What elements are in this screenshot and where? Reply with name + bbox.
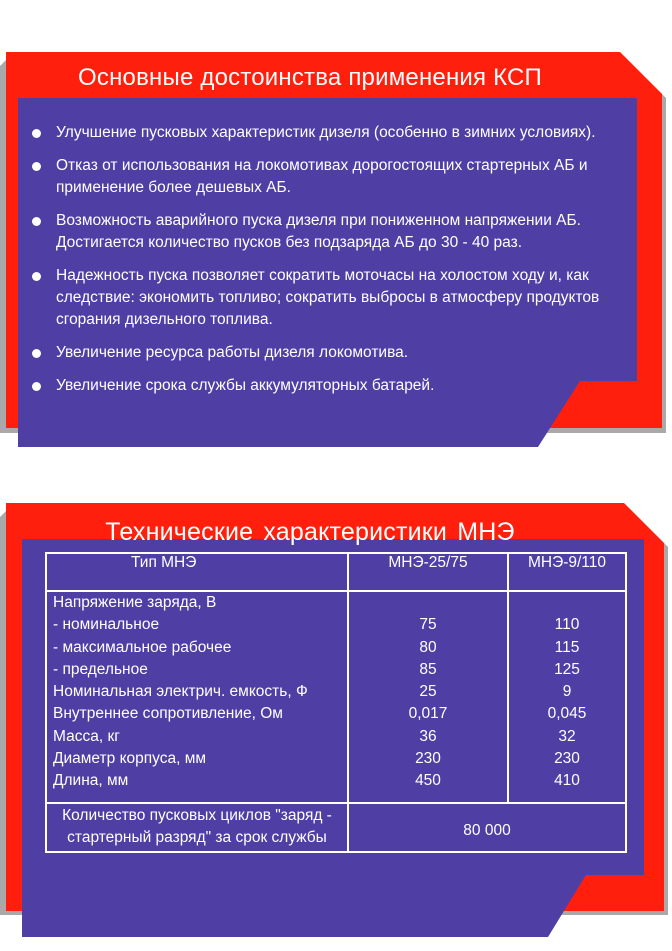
model-b-value: 410 [554,772,580,790]
model-b-values [508,591,626,803]
group-label: Напряжение заряда, В [53,594,217,611]
list-item-text: Возможность аварийного пуска дизеля при пониженном напряжении АБ. Достигается количество пусков без подзаряда АБ до 30 - 40 раз. [56,212,581,251]
param-label: Масса, кг [53,727,120,745]
model-a-values [348,591,508,803]
param-label: Диаметр корпуса, мм [53,750,207,768]
table-header-row [46,553,626,591]
model-a-value: 80 [419,638,437,656]
param-label: Внутреннее сопротивление, Ом [53,705,283,723]
specs-title: Технические характеристики МНЭ [105,518,515,546]
cycles-label [46,803,348,852]
param-label: - номинальное [53,616,160,634]
model-b-value: 115 [554,638,580,656]
spacer [515,592,619,614]
model-a-value: 36 [419,727,437,745]
param-label: - максимальное рабочее [53,638,232,656]
list-item-text: Улучшение пусковых характеристик дизеля (особенно в зимних условиях). [56,124,596,141]
model-b-value: 230 [554,750,580,768]
list-item [30,122,630,144]
bullet-dot-icon [32,217,41,226]
bullet-dot-icon [32,272,41,281]
list-item-text: Увеличение ресурса работы дизеля локомотива. [56,344,409,361]
model-a-value: 450 [415,772,441,790]
model-a-value: 75 [419,616,437,634]
list-item-text: Увеличение срока службы аккумуляторных батарей. [56,377,435,394]
bullet-dot-icon [32,349,41,358]
list-item [30,265,630,331]
list-item [30,375,630,397]
model-b-value: 9 [562,683,572,701]
list-item-text: Надежность пуска позволяет сократить моточасы на холостом ходу и, как следствие: экономить топливо; сократить выбросы в атмосферу продуктов сгорания дизельного топлива. [56,267,600,328]
model-b-value: 125 [554,660,580,678]
param-label: - предельное [53,660,148,678]
model-a-value: 0,017 [408,705,448,723]
advantages-panel [0,48,672,460]
list-item [30,342,630,364]
list-item [30,210,630,254]
header-model-b: МНЭ-9/110 [508,553,626,591]
model-a-value: 85 [419,660,437,678]
advantages-title: Основные достоинства применения КСП [78,64,542,91]
cycles-label-line: Количество пусковых циклов "заряд - [62,806,332,824]
cycles-label-line: стартерный разряд" за срок службы [67,828,327,846]
list-item [30,155,630,199]
bullet-dot-icon [32,129,41,138]
list-item-text: Отказ от использования на локомотивах дорогостоящих стартерных АБ и применение более дешевых АБ. [56,157,588,196]
model-b-value: 0,045 [547,705,587,723]
param-label: Длина, мм [53,772,129,790]
model-b-value: 110 [554,616,580,634]
model-a-value: 230 [415,750,441,768]
model-b-value: 32 [558,727,576,745]
header-model-a: МНЭ-25/75 [348,553,508,591]
specs-table [45,552,627,853]
header-type: Тип МНЭ [46,553,348,591]
spacer [355,592,501,614]
param-label: Номинальная электрич. емкость, Ф [53,683,308,701]
advantages-list [30,122,630,408]
table-footer-row [46,803,626,852]
bullet-dot-icon [32,382,41,391]
bullet-dot-icon [32,162,41,171]
cycles-value: 80 000 [348,803,626,852]
specs-panel [0,497,672,937]
model-a-value: 25 [419,683,437,701]
table-body-row [46,591,626,803]
param-labels [46,591,348,803]
